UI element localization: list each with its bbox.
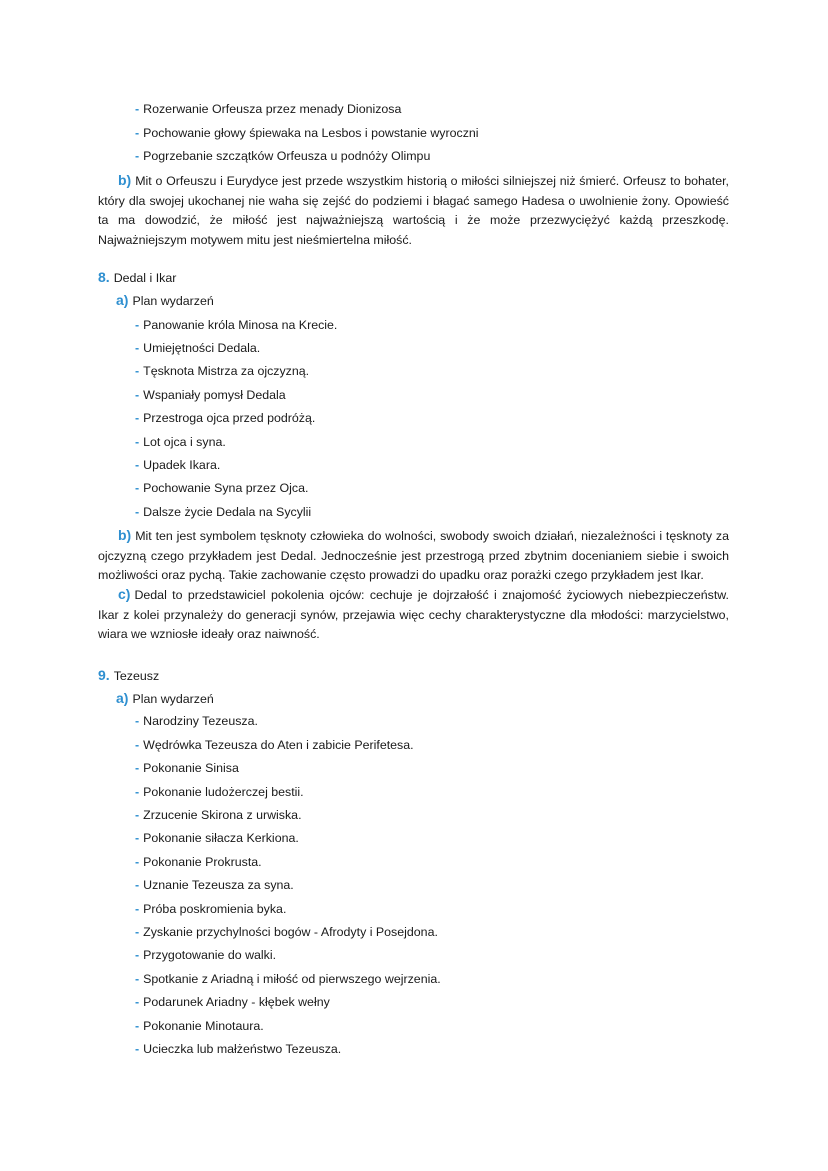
list-item: - Dalsze życie Dedala na Sycylii xyxy=(135,505,312,519)
list-item: - Upadek Ikara. xyxy=(135,458,221,472)
subheading-plan-8: a) Plan wydarzeń xyxy=(116,292,214,308)
list-item: - Ucieczka lub małżeństwo Tezeusza. xyxy=(135,1042,342,1056)
list-item: - Pochowanie głowy śpiewaka na Lesbos i powstanie wyroczni xyxy=(135,126,479,140)
list-item: - Rozerwanie Orfeusza przez menady Dionizosa xyxy=(135,102,402,116)
list-item: - Pokonanie Minotaura. xyxy=(135,1019,264,1033)
list-item: - Pokonanie Prokrusta. xyxy=(135,855,262,869)
list-item: - Pokonanie Sinisa xyxy=(135,761,239,775)
list-item: - Umiejętności Dedala. xyxy=(135,341,261,355)
dedal-c-paragraph: c) Dedal to przedstawiciel pokolenia ojców: cechuje je dojrzałość i znajomość życiowych niebezpieczeństw. Ikar z kolei przynależy do generacji synów, przejawia więc cechy charakterystyczne dla młodości: marzycielstwo, wiara we wzniosłe ideały oraz naiwność. xyxy=(98,586,729,642)
item-label-b: b) xyxy=(118,527,132,543)
list-item: - Próba poskromienia byka. xyxy=(135,902,287,916)
list-item: - Pochowanie Syna przez Ojca. xyxy=(135,481,309,495)
list-item: - Spotkanie z Ariadną i miłość od pierwszego wejrzenia. xyxy=(135,972,441,986)
list-item: - Przygotowanie do walki. xyxy=(135,948,277,962)
list-item: - Pogrzebanie szczątków Orfeusza u podnóży Olimpu xyxy=(135,149,431,163)
section-heading-9: 9. Tezeusz xyxy=(98,667,160,683)
list-item: - Pokonanie ludożerczej bestii. xyxy=(135,785,304,799)
list-item: - Wspaniały pomysł Dedala xyxy=(135,388,286,402)
item-label-b: b) xyxy=(118,172,132,188)
list-item: - Lot ojca i syna. xyxy=(135,435,226,449)
list-item: - Pokonanie siłacza Kerkiona. xyxy=(135,831,299,845)
list-item: - Tęsknota Mistrza za ojczyzną. xyxy=(135,364,310,378)
list-item: - Podarunek Ariadny - kłębek wełny xyxy=(135,995,330,1009)
list-item: - Wędrówka Tezeusza do Aten i zabicie Perifetesa. xyxy=(135,738,414,752)
list-item: - Przestroga ojca przed podróżą. xyxy=(135,411,316,425)
list-item: - Zrzucenie Skirona z urwiska. xyxy=(135,808,302,822)
section-heading-8: 8. Dedal i Ikar xyxy=(98,269,177,285)
list-item: - Zyskanie przychylności bogów - Afrodyty i Posejdona. xyxy=(135,925,438,939)
item-label-c: c) xyxy=(118,586,131,602)
list-item: - Uznanie Tezeusza za syna. xyxy=(135,878,294,892)
list-item: - Panowanie króla Minosa na Krecie. xyxy=(135,318,338,332)
orfeusz-b-paragraph: b) Mit o Orfeuszu i Eurydyce jest przede wszystkim historią o miłości silniejszej niż śmierć. Orfeusz to bohater, który dla swojej ukochanej nie waha się zejść do podziemi i błagać samego Hadesa o uwolnienie żony. Opowieść ta ma dowodzić, że miłość jest najważniejszą wartością i że może przezwyciężyć każdą przeszkodę. Najważniejszym motywem mitu jest nieśmiertelna miłość. xyxy=(98,172,729,247)
subheading-plan-9: a) Plan wydarzeń xyxy=(116,690,214,706)
list-item: - Narodziny Tezeusza. xyxy=(135,714,258,728)
dedal-b-paragraph: b) Mit ten jest symbolem tęsknoty człowieka do wolności, swobody swoich działań, niezależności i tęsknoty za ojczyzną czego przykładem jest Dedal. Jednocześnie jest przestrogą przed zbytnim docenianiem siebie i swoich możliwości oraz pychą. Takie zachowanie często prowadzi do upadku oraz porażki czego przykładem jest Ikar. xyxy=(98,527,729,583)
